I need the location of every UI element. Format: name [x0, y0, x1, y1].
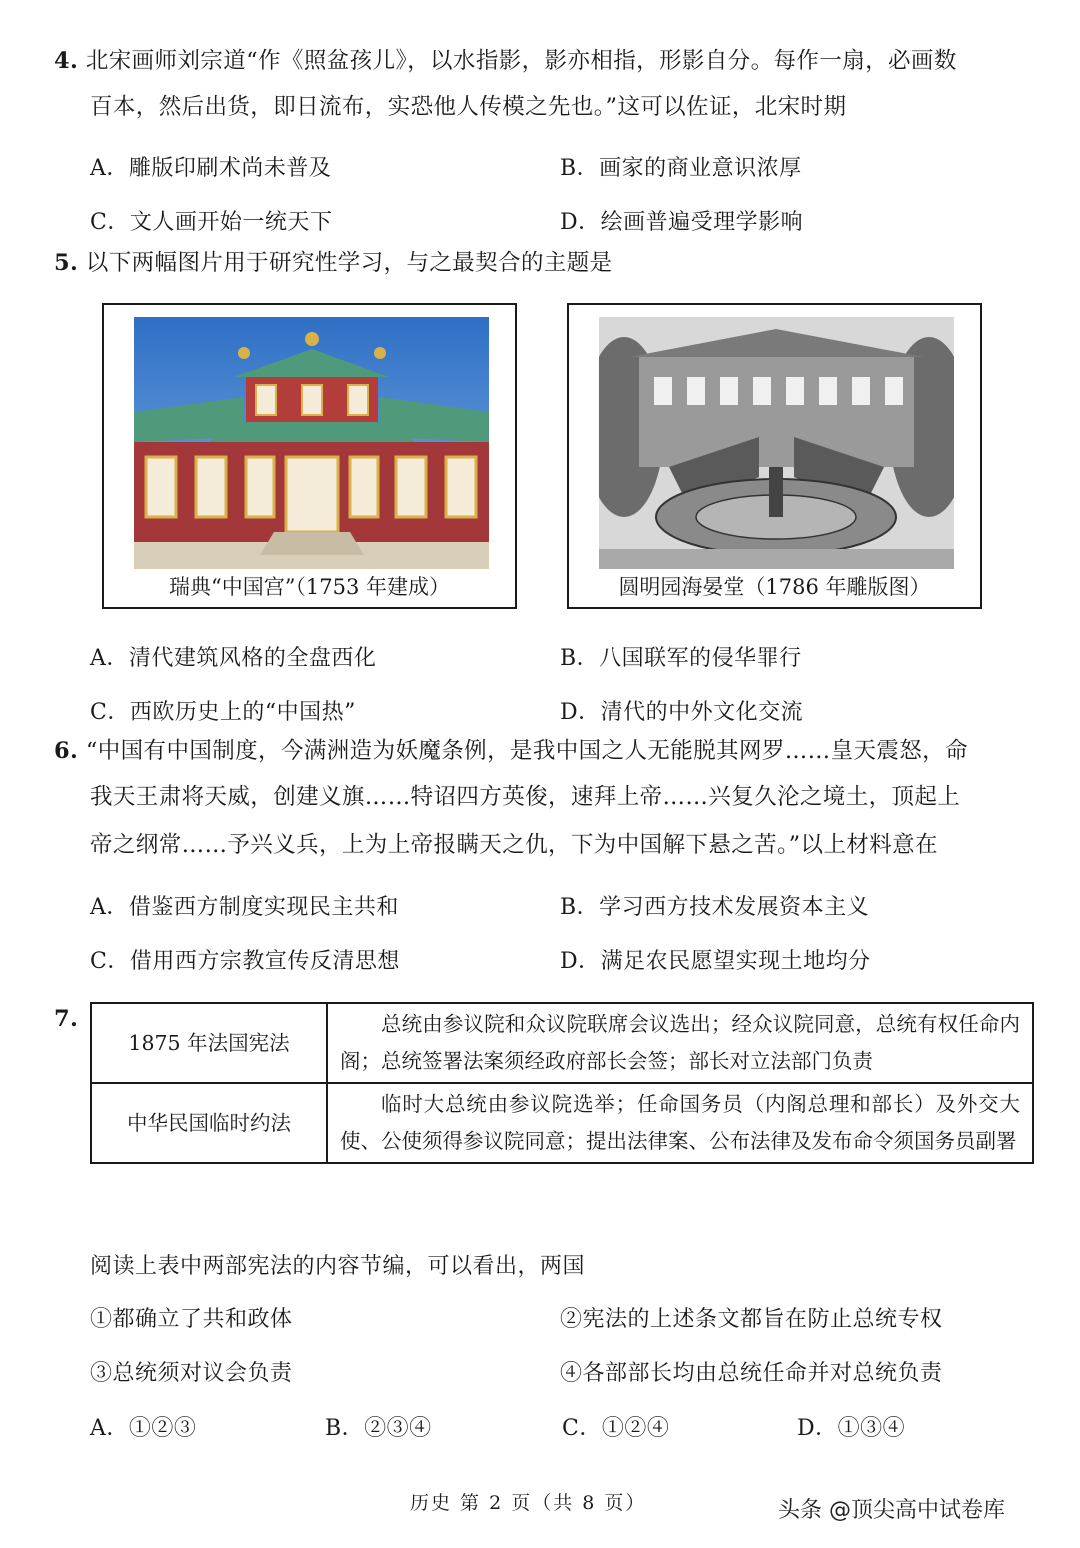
figure2-caption: 圆明园海晏堂（1786 年雕版图） [618, 575, 931, 599]
q6-stem-line2: 我天王肃将天威，创建义旗……特诏四方英俊，速拜上帝……兴复久沦之境土，顶起上 [90, 784, 961, 810]
figure-haiyan-tang [567, 303, 982, 609]
q7-option-b[interactable]: B．②③④ [325, 1416, 432, 1441]
q7-statement-4: ④各部部长均由总统任命并对总统负责 [560, 1361, 943, 1386]
q7-option-d[interactable]: D．①③④ [797, 1416, 906, 1441]
q4-option-d[interactable]: D．绘画普遍受理学影响 [560, 210, 804, 235]
haiyan-tang-engraving [599, 317, 954, 569]
q7-statement-3: ③总统须对议会负责 [90, 1361, 293, 1386]
watermark: 头条 @顶尖高中试卷库 [778, 1498, 1005, 1523]
table-row-label: 1875 年法国宪法 [91, 1003, 327, 1083]
q6-stem-line3: 帝之纲常……予兴义兵，上为上帝报瞒天之仇，下为中国解下悬之苦。”以上材料意在 [90, 832, 938, 858]
figure-china-palace [102, 303, 517, 609]
q6-option-c[interactable]: C．借用西方宗教宣传反清思想 [90, 949, 400, 974]
china-palace-photo [134, 317, 489, 569]
q7-constitution-table [90, 1002, 1034, 1164]
q6-line1 [54, 728, 968, 774]
q5-stem [54, 240, 613, 286]
q7-statement-2: ②宪法的上述条文都旨在防止总统专权 [560, 1307, 943, 1332]
q7-stem: 阅读上表中两部宪法的内容节编，可以看出，两国 [90, 1254, 586, 1279]
figure1-caption: 瑞典“中国宫”（1753 年建成） [168, 575, 451, 599]
q6-option-d[interactable]: D．满足农民愿望实现土地均分 [560, 949, 871, 974]
page-footer: 历史 第 2 页（共 8 页） [410, 1492, 647, 1514]
q6-option-b[interactable]: B．学习西方技术发展资本主义 [560, 895, 870, 920]
q6-option-a[interactable]: A．借鉴西方制度实现民主共和 [90, 895, 399, 920]
q4-option-a[interactable]: A．雕版印刷术尚未普及 [90, 156, 332, 181]
q4-stem-line1: 北宋画师刘宗道“作《照盆孩儿》，以水指影，影亦相指，形影自分。每作一扇，必画数 [85, 48, 957, 74]
q4-option-b[interactable]: B．画家的商业意识浓厚 [560, 156, 802, 181]
q7-option-a[interactable]: A．①②③ [90, 1416, 197, 1441]
q4-number: 4. [54, 48, 79, 74]
table-row-text: 临时大总统由参议院选举；任命国务员（内阁总理和部长）及外交大使、公使须得参议院同意；提出法律案、公布法律及发布命令须国务员副署 [327, 1083, 1033, 1163]
table-row-label: 中华民国临时约法 [91, 1083, 327, 1163]
q4-option-c[interactable]: C．文人画开始一统天下 [90, 210, 333, 235]
q7-option-c[interactable]: C．①②④ [562, 1416, 670, 1441]
q7-number: 7. [54, 1006, 79, 1032]
table-row [91, 1003, 1033, 1083]
q4-line1 [54, 38, 957, 84]
q5-stem-text: 以下两幅图片用于研究性学习，与之最契合的主题是 [85, 250, 613, 276]
q5-option-a[interactable]: A．清代建筑风格的全盘西化 [90, 646, 377, 671]
table-row [91, 1083, 1033, 1163]
q7-statement-1: ①都确立了共和政体 [90, 1307, 293, 1332]
q6-stem-line1: “中国有中国制度，今满洲造为妖魔条例，是我中国之人无能脱其网罗……皇天震怒，命 [85, 738, 968, 764]
q5-option-b[interactable]: B．八国联军的侵华罪行 [560, 646, 802, 671]
q5-number: 5. [54, 250, 79, 276]
q5-option-d[interactable]: D．清代的中外文化交流 [560, 700, 804, 725]
q4-stem-line2: 百本，然后出货，即日流布，实恐他人传模之先也。”这可以佐证，北宋时期 [90, 94, 847, 120]
q6-number: 6. [54, 738, 79, 764]
table-row-text: 总统由参议院和众议院联席会议选出；经众议院同意，总统有权任命内阁；总统签署法案须经政府部长会签；部长对立法部门负责 [327, 1003, 1033, 1083]
q5-option-c[interactable]: C．西欧历史上的“中国热” [90, 700, 356, 725]
